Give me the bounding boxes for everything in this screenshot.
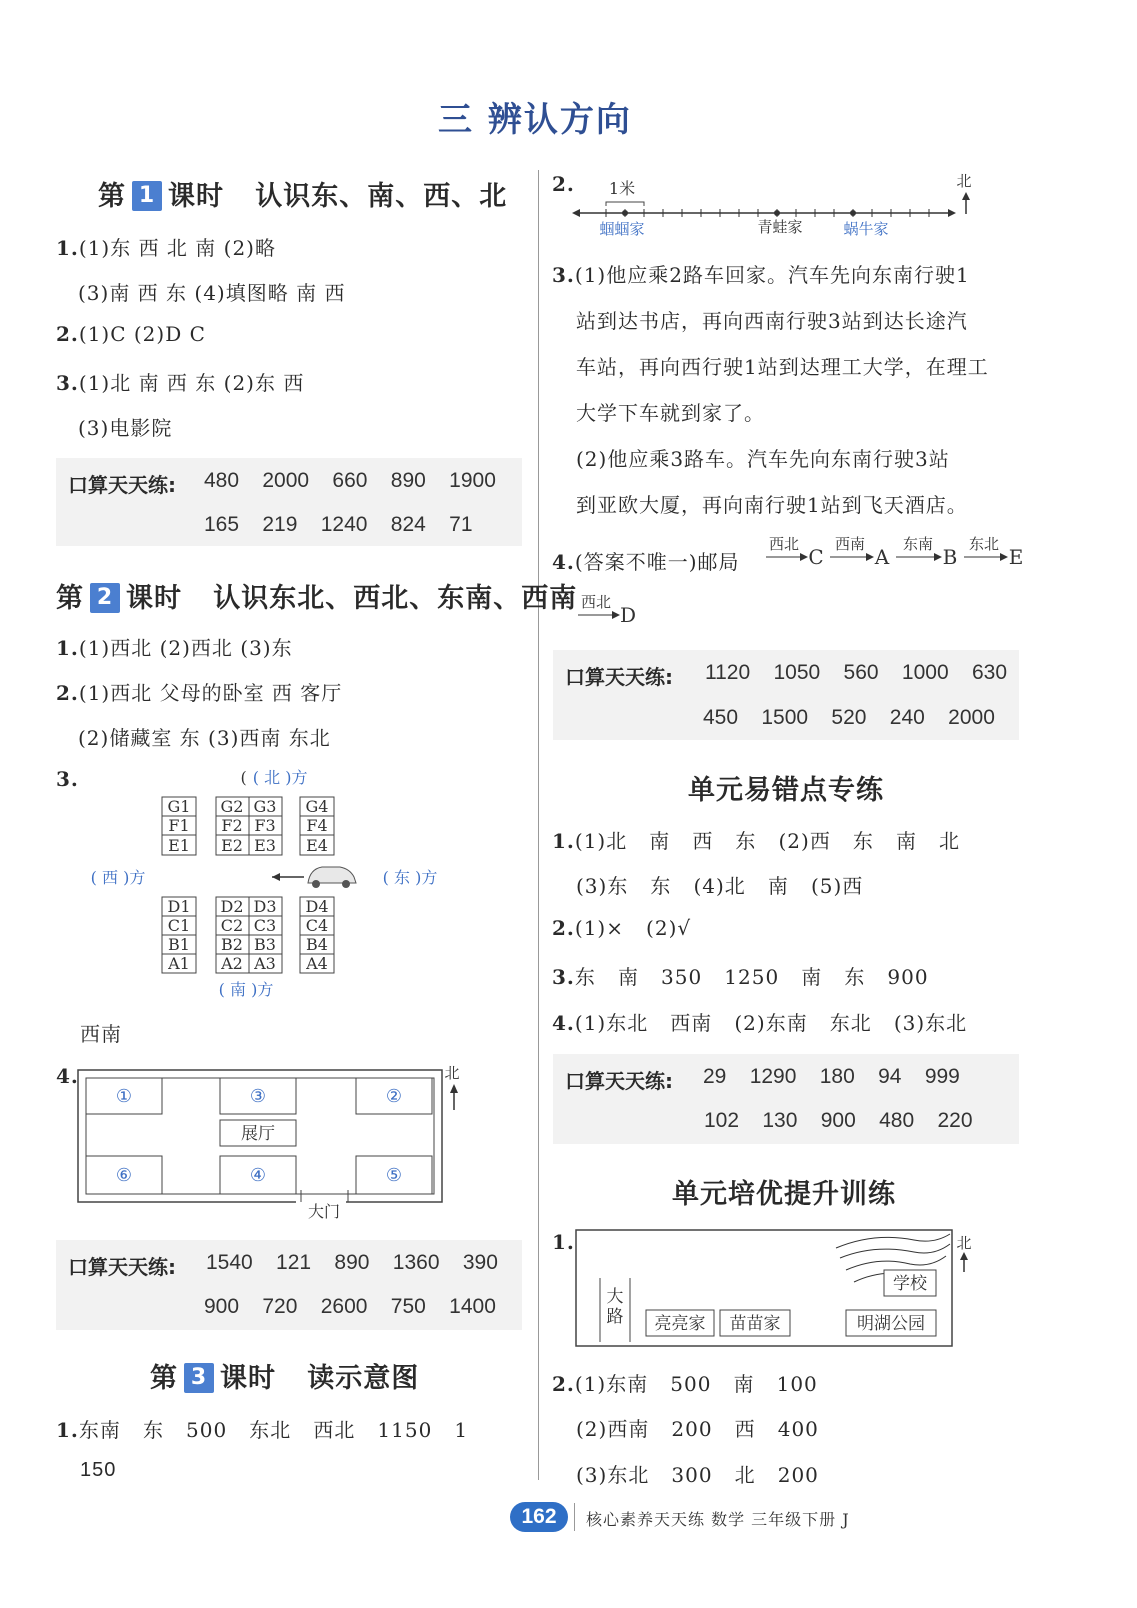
lesson-3-heading: 第 3 课时 读示意图 — [150, 1363, 420, 1394]
point-a: 蝈蝈家 — [599, 220, 645, 238]
north-label: 北 — [444, 1064, 460, 1082]
svg-text:E1: E1 — [168, 836, 190, 855]
block-bottom-left — [162, 897, 196, 973]
step-to: C — [808, 545, 824, 569]
svg-text:A2: A2 — [221, 954, 243, 973]
north-arrow-icon — [962, 192, 970, 200]
kousuan-label: 口算天天练: — [565, 665, 673, 689]
room-6: ⑥ — [115, 1165, 133, 1186]
kousuan-row: 1540 121 890 1360 390 — [206, 1251, 498, 1274]
r3-line: 3.(1)他应乘2路车回家。汽车先向东南行驶1 — [552, 263, 970, 287]
svg-text:B1: B1 — [168, 935, 190, 954]
svg-text:D2: D2 — [220, 897, 244, 916]
section-unit-errors: 单元易错点专练 — [688, 775, 884, 806]
route-arrows — [762, 532, 1028, 572]
l2-answer: 西南 — [80, 1022, 122, 1046]
r3-line: 到亚欧大厦，再向南行驶1站到飞天酒店。 — [576, 493, 968, 517]
room-3: ③ — [249, 1086, 267, 1107]
svg-text:B4: B4 — [306, 935, 328, 954]
l2-line: 2.(1)西北 父母的卧室 西 客厅 — [56, 681, 343, 705]
school-map — [574, 1226, 984, 1350]
l1-line: 1.(1)东 西 北 南 (2)略 — [56, 236, 276, 260]
l1-line: (3)电影院 — [78, 416, 173, 440]
svg-text:D4: D4 — [305, 897, 329, 916]
footer-divider — [574, 1503, 575, 1531]
r4-line: 4.(答案不唯一)邮局 — [552, 550, 740, 574]
svg-text:E3: E3 — [254, 836, 276, 855]
point-c: 蜗牛家 — [843, 220, 889, 238]
kousuan-row: 480 2000 660 890 1900 — [204, 469, 496, 492]
number-line — [570, 170, 980, 242]
room-5: ⑤ — [385, 1165, 403, 1186]
west-label: ( 西 )方 — [90, 868, 146, 887]
school-label: 学校 — [893, 1274, 927, 1294]
err-line: 3.东 南 350 1250 南 东 900 — [552, 965, 929, 989]
svg-text:D: D — [619, 603, 637, 627]
r3-line: 大学下车就到家了。 — [576, 401, 765, 425]
up-line: (3)东北 300 北 200 — [576, 1463, 819, 1487]
svg-text:E4: E4 — [306, 836, 328, 855]
road-label-2: 路 — [606, 1307, 624, 1327]
lesson-number-badge: 3 — [184, 1363, 214, 1393]
svg-text:C4: C4 — [305, 916, 329, 935]
svg-text:C1: C1 — [167, 916, 191, 935]
room-1: ① — [115, 1086, 133, 1107]
north-arrow-icon — [960, 1252, 968, 1260]
road-label-1: 大 — [606, 1287, 624, 1307]
step-dir: 西南 — [834, 535, 866, 553]
block-bottom-right — [300, 897, 334, 973]
l1-line: 3.(1)北 南 西 东 (2)东 西 — [56, 371, 305, 395]
page-number: 162 — [510, 1502, 568, 1532]
kousuan-row: 450 1500 520 240 2000 — [703, 706, 995, 729]
lesson-1-heading: 第 1 课时 认识东、南、西、北 — [98, 181, 508, 212]
step-dir: 西北 — [768, 535, 800, 553]
north-arrow-icon — [450, 1084, 458, 1093]
l2-line: 3. — [56, 767, 79, 791]
svg-text:C2: C2 — [220, 916, 244, 935]
unit-label: 1米 — [608, 179, 636, 198]
step-to: B — [942, 545, 958, 569]
svg-text:G4: G4 — [305, 797, 329, 816]
svg-text:G2: G2 — [220, 797, 244, 816]
svg-text:A3: A3 — [254, 954, 276, 973]
south-label: ( 南 )方 — [218, 980, 274, 999]
route-last — [574, 590, 654, 630]
kousuan-label: 口算天天练: — [68, 473, 176, 497]
svg-text:G3: G3 — [253, 797, 277, 816]
svg-text:A1: A1 — [168, 954, 190, 973]
err-line: 2.(1)× (2)√ — [552, 916, 692, 940]
block-top-right — [300, 797, 334, 855]
center-hall: 展厅 — [241, 1124, 275, 1144]
err-line: 4.(1)东北 西南 (2)东南 东北 (3)东北 — [552, 1011, 968, 1035]
up-line: (2)西南 200 西 400 — [576, 1417, 819, 1441]
step-to: E — [1008, 545, 1024, 569]
gate-label: 大门 — [307, 1202, 341, 1221]
footer-text: 核心素养天天练 数学 三年级下册 J — [586, 1510, 850, 1529]
block-bottom-mid — [216, 897, 282, 973]
l3-line: 1.东南 东 500 东北 西北 1150 1 — [56, 1418, 469, 1442]
kousuan-row: 29 1290 180 94 999 — [703, 1065, 960, 1088]
svg-text:F1: F1 — [168, 816, 190, 835]
err-line: 1.(1)北 南 西 东 (2)西 东 南 北 — [552, 829, 961, 853]
r3-line: 站到达书店，再向西南行驶3站到达长途汽 — [576, 309, 968, 333]
kousuan-label: 口算天天练: — [565, 1069, 673, 1093]
l2-line: 1.(1)西北 (2)西北 (3)东 — [56, 636, 293, 660]
r2-number: 2. — [552, 172, 575, 196]
svg-text:E2: E2 — [221, 836, 243, 855]
park-label: 明湖公园 — [857, 1314, 925, 1334]
kousuan-row: 900 720 2600 750 1400 — [204, 1295, 496, 1318]
north-label: 北 — [956, 172, 972, 190]
step-to: A — [874, 545, 890, 569]
section-unit-advanced: 单元培优提升训练 — [672, 1179, 896, 1210]
svg-text:C3: C3 — [253, 916, 277, 935]
l2-line: 4. — [56, 1064, 79, 1088]
l1-line: 2.(1)C (2)D C — [56, 322, 206, 346]
car-icon — [308, 867, 356, 888]
svg-text:F3: F3 — [254, 816, 276, 835]
svg-text:D1: D1 — [167, 897, 191, 916]
kousuan-row: 1120 1050 560 1000 630 — [705, 661, 1008, 684]
grid-diagram — [60, 765, 480, 1005]
room-4: ④ — [249, 1165, 267, 1186]
house-1-label: 亮亮家 — [654, 1314, 706, 1334]
step-dir: 东北 — [968, 535, 1000, 553]
point-b: 青蛙家 — [757, 218, 803, 236]
svg-text:A4: A4 — [306, 954, 328, 973]
svg-text:F4: F4 — [306, 816, 328, 835]
svg-text:G1: G1 — [167, 797, 191, 816]
kousuan-row: 102 130 900 480 220 — [704, 1109, 973, 1132]
r3-line: (2)他应乘3路车。汽车先向东南行驶3站 — [576, 447, 950, 471]
kousuan-row: 165 219 1240 824 71 — [204, 513, 473, 536]
svg-text:西北: 西北 — [580, 593, 612, 611]
north-label: 北 — [956, 1234, 972, 1252]
l3-line: 150 — [80, 1459, 117, 1481]
r3-line: 车站，再向西行驶1站到达理工大学，在理工 — [576, 355, 989, 379]
lesson-2-heading: 第 2 课时 认识东北、西北、东南、西南 — [56, 583, 578, 614]
err-line: (3)东 东 (4)北 南 (5)西 — [576, 874, 864, 898]
l1-line: (3)南 西 东 (4)填图略 南 西 — [78, 281, 346, 305]
svg-text:B2: B2 — [221, 935, 243, 954]
north-label: ( ( 北 )方 — [240, 768, 308, 787]
page-title: 三 辨认方向 — [438, 100, 632, 140]
l2-line: (2)储藏室 东 (3)西南 东北 — [78, 726, 331, 750]
up-number: 1. — [552, 1230, 575, 1254]
lesson-number-badge: 1 — [132, 181, 162, 211]
hall-diagram — [76, 1062, 476, 1222]
svg-text:D3: D3 — [253, 897, 277, 916]
svg-text:B3: B3 — [254, 935, 276, 954]
column-divider — [538, 170, 539, 1480]
room-2: ② — [385, 1086, 403, 1107]
east-label: ( 东 )方 — [382, 868, 438, 887]
block-top-mid — [216, 797, 282, 855]
house-2-label: 苗苗家 — [729, 1314, 781, 1334]
kousuan-label: 口算天天练: — [68, 1255, 176, 1279]
lesson-number-badge: 2 — [90, 583, 120, 613]
step-dir: 东南 — [902, 535, 934, 553]
svg-text:F2: F2 — [221, 816, 243, 835]
up-line: 2.(1)东南 500 南 100 — [552, 1372, 818, 1396]
block-top-left — [162, 797, 196, 855]
